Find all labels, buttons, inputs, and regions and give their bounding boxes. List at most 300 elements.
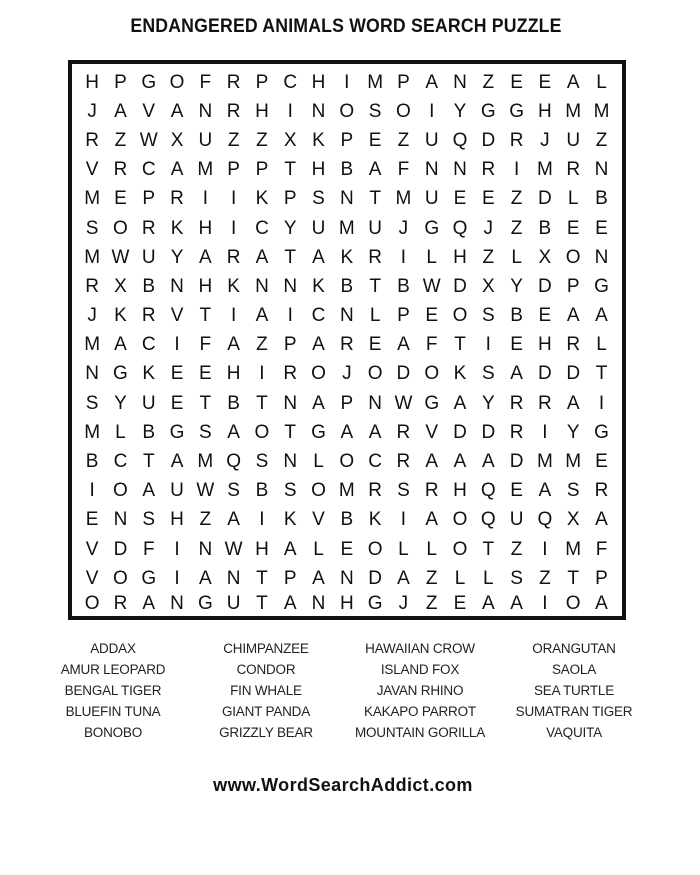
grid-cell[interactable]: K (114, 305, 127, 327)
grid-cell[interactable]: B (595, 188, 608, 210)
grid-cell[interactable]: V (312, 509, 325, 531)
grid-cell[interactable]: Y (510, 275, 523, 297)
grid-cell[interactable]: T (369, 188, 381, 210)
grid-cell[interactable]: U (170, 480, 184, 502)
grid-cell[interactable]: A (312, 334, 325, 356)
grid-cell[interactable]: N (594, 246, 609, 268)
grid-cell[interactable]: U (311, 217, 326, 239)
grid-cell[interactable]: I (542, 593, 548, 615)
grid-cell[interactable]: J (87, 100, 97, 122)
grid-cell[interactable]: I (230, 188, 237, 210)
grid-cell[interactable]: R (85, 275, 100, 297)
grid-cell[interactable]: X (170, 129, 184, 151)
grid-cell[interactable]: A (595, 509, 608, 531)
grid-cell[interactable]: B (255, 480, 269, 502)
grid-cell[interactable]: K (227, 275, 240, 297)
grid-cell[interactable]: X (538, 246, 552, 268)
grid-cell[interactable]: O (311, 363, 326, 385)
grid-cell[interactable]: G (311, 421, 326, 443)
grid-cell[interactable]: P (340, 129, 354, 151)
grid-cell[interactable]: P (114, 71, 127, 93)
grid-cell[interactable]: N (453, 71, 467, 93)
grid-cell[interactable]: D (538, 188, 552, 210)
grid-cell[interactable]: A (481, 593, 495, 615)
grid-cell[interactable]: S (255, 451, 269, 473)
grid-cell[interactable]: E (538, 305, 552, 327)
grid-cell[interactable]: A (227, 509, 240, 531)
grid-cell[interactable]: F (425, 334, 438, 356)
grid-cell[interactable]: B (340, 159, 354, 181)
grid-cell[interactable]: I (429, 100, 435, 122)
grid-cell[interactable]: R (113, 593, 128, 615)
grid-cell[interactable]: X (566, 509, 580, 531)
grid-cell[interactable]: Z (595, 129, 608, 151)
grid-cell[interactable]: I (400, 509, 407, 531)
grid-cell[interactable]: G (113, 363, 128, 385)
grid-cell[interactable]: E (170, 392, 184, 414)
grid-cell[interactable]: K (368, 509, 382, 531)
grid-cell[interactable]: B (340, 509, 354, 531)
grid-cell[interactable]: O (339, 451, 355, 473)
grid-cell[interactable]: W (394, 392, 413, 414)
grid-cell[interactable]: Y (114, 392, 127, 414)
grid-cell[interactable]: Q (226, 451, 242, 473)
grid-cell[interactable]: N (594, 159, 609, 181)
grid-cell[interactable]: D (113, 538, 128, 560)
grid-cell[interactable]: L (426, 538, 437, 560)
grid-cell[interactable]: A (595, 305, 608, 327)
grid-cell[interactable]: S (566, 480, 580, 502)
grid-cell[interactable]: A (170, 159, 184, 181)
grid-cell[interactable]: X (481, 275, 495, 297)
grid-cell[interactable]: N (311, 100, 326, 122)
grid-cell[interactable]: O (424, 363, 440, 385)
grid-cell[interactable]: O (84, 593, 100, 615)
grid-cell[interactable]: C (141, 334, 156, 356)
grid-cell[interactable]: S (283, 480, 297, 502)
grid-cell[interactable]: Q (480, 480, 496, 502)
grid-cell[interactable]: C (368, 451, 382, 473)
grid-cell[interactable]: R (396, 421, 411, 443)
grid-cell[interactable]: F (199, 71, 212, 93)
grid-cell[interactable]: M (338, 217, 355, 239)
grid-cell[interactable]: B (538, 217, 552, 239)
grid-cell[interactable]: G (141, 567, 157, 589)
grid-cell[interactable]: R (538, 392, 552, 414)
grid-cell[interactable]: T (256, 392, 268, 414)
grid-cell[interactable]: N (170, 593, 184, 615)
grid-cell[interactable]: M (565, 451, 582, 473)
grid-cell[interactable]: T (595, 363, 608, 385)
grid-cell[interactable]: N (170, 275, 184, 297)
grid-cell[interactable]: B (142, 275, 156, 297)
grid-cell[interactable]: L (596, 334, 607, 356)
grid-cell[interactable]: A (538, 480, 552, 502)
grid-cell[interactable]: S (397, 480, 410, 502)
grid-cell[interactable]: H (311, 71, 326, 93)
grid-cell[interactable]: S (142, 509, 156, 531)
grid-cell[interactable]: A (255, 305, 269, 327)
grid-cell[interactable]: P (340, 392, 354, 414)
grid-cell[interactable]: G (141, 71, 157, 93)
grid-cell[interactable]: Q (480, 509, 496, 531)
grid-cell[interactable]: O (367, 363, 383, 385)
grid-cell[interactable]: A (397, 334, 410, 356)
grid-cell[interactable]: C (141, 159, 156, 181)
grid-cell[interactable]: K (453, 363, 467, 385)
grid-cell[interactable]: R (509, 129, 524, 151)
grid-cell[interactable]: R (396, 451, 411, 473)
grid-cell[interactable]: B (397, 275, 410, 297)
grid-cell[interactable]: V (85, 538, 99, 560)
grid-cell[interactable]: M (84, 188, 101, 210)
grid-cell[interactable]: M (565, 538, 582, 560)
grid-cell[interactable]: H (255, 538, 269, 560)
grid-cell[interactable]: R (566, 159, 581, 181)
grid-cell[interactable]: R (283, 363, 298, 385)
grid-cell[interactable]: A (227, 334, 240, 356)
grid-cell[interactable]: W (111, 246, 130, 268)
grid-cell[interactable]: F (595, 538, 608, 560)
grid-cell[interactable]: K (312, 275, 325, 297)
grid-cell[interactable]: G (480, 100, 496, 122)
grid-cell[interactable]: X (114, 275, 127, 297)
grid-cell[interactable]: U (566, 129, 581, 151)
grid-cell[interactable]: H (538, 100, 552, 122)
grid-cell[interactable]: R (509, 392, 524, 414)
grid-cell[interactable]: N (226, 567, 241, 589)
grid-cell[interactable]: L (313, 451, 324, 473)
grid-cell[interactable]: D (368, 567, 382, 589)
grid-cell[interactable]: L (398, 538, 409, 560)
grid-cell[interactable]: G (197, 593, 213, 615)
grid-cell[interactable]: E (368, 334, 382, 356)
grid-cell[interactable]: D (453, 421, 467, 443)
grid-cell[interactable]: W (139, 129, 158, 151)
grid-cell[interactable]: N (85, 363, 100, 385)
grid-cell[interactable]: E (510, 480, 523, 502)
grid-cell[interactable]: P (397, 305, 410, 327)
grid-cell[interactable]: I (89, 480, 95, 502)
grid-cell[interactable]: S (481, 305, 495, 327)
grid-cell[interactable]: B (85, 451, 99, 473)
grid-cell[interactable]: J (483, 217, 494, 239)
grid-cell[interactable]: M (84, 334, 101, 356)
grid-cell[interactable]: Z (227, 129, 240, 151)
grid-cell[interactable]: H (453, 246, 467, 268)
grid-cell[interactable]: A (566, 392, 580, 414)
grid-cell[interactable]: L (369, 305, 381, 327)
grid-cell[interactable]: P (283, 567, 297, 589)
grid-cell[interactable]: T (567, 567, 579, 589)
grid-cell[interactable]: H (339, 593, 354, 615)
grid-cell[interactable]: W (422, 275, 441, 297)
grid-cell[interactable]: O (565, 593, 581, 615)
grid-cell[interactable]: U (141, 246, 156, 268)
grid-cell[interactable]: A (340, 421, 354, 443)
grid-cell[interactable]: N (424, 159, 439, 181)
grid-cell[interactable]: N (339, 188, 354, 210)
grid-cell[interactable]: A (312, 392, 325, 414)
grid-cell[interactable]: Z (256, 129, 268, 151)
grid-cell[interactable]: R (141, 305, 156, 327)
grid-cell[interactable]: N (453, 159, 467, 181)
grid-cell[interactable]: I (513, 159, 520, 181)
grid-cell[interactable]: T (454, 334, 466, 356)
grid-cell[interactable]: U (226, 593, 241, 615)
grid-cell[interactable]: H (170, 509, 184, 531)
grid-cell[interactable]: P (283, 334, 297, 356)
grid-cell[interactable]: A (142, 593, 156, 615)
grid-cell[interactable]: I (230, 217, 237, 239)
grid-cell[interactable]: G (424, 217, 440, 239)
grid-cell[interactable]: D (481, 129, 496, 151)
grid-cell[interactable]: M (536, 159, 553, 181)
grid-cell[interactable]: L (511, 246, 522, 268)
grid-cell[interactable]: Y (453, 100, 467, 122)
grid-cell[interactable]: O (113, 567, 128, 589)
grid-cell[interactable]: U (198, 129, 213, 151)
grid-cell[interactable]: S (227, 480, 240, 502)
grid-cell[interactable]: I (174, 567, 180, 589)
grid-cell[interactable]: A (425, 451, 439, 473)
grid-cell[interactable]: T (256, 567, 268, 589)
grid-cell[interactable]: N (339, 567, 354, 589)
grid-cell[interactable]: T (199, 305, 212, 327)
grid-cell[interactable]: Z (425, 593, 438, 615)
grid-cell[interactable]: P (255, 159, 269, 181)
grid-cell[interactable]: S (85, 392, 99, 414)
grid-cell[interactable]: I (230, 305, 237, 327)
grid-cell[interactable]: W (196, 480, 215, 502)
grid-cell[interactable]: J (87, 305, 97, 327)
grid-cell[interactable]: A (425, 71, 439, 93)
grid-cell[interactable]: T (369, 275, 381, 297)
grid-cell[interactable]: G (424, 392, 440, 414)
grid-cell[interactable]: O (254, 421, 270, 443)
grid-cell[interactable]: I (259, 363, 265, 385)
grid-cell[interactable]: T (482, 538, 495, 560)
grid-cell[interactable]: M (536, 451, 553, 473)
grid-cell[interactable]: L (483, 567, 494, 589)
grid-cell[interactable]: G (594, 421, 609, 443)
grid-cell[interactable]: F (199, 334, 212, 356)
grid-cell[interactable]: H (538, 334, 552, 356)
grid-cell[interactable]: U (509, 509, 524, 531)
grid-cell[interactable]: E (198, 363, 212, 385)
grid-cell[interactable]: N (198, 538, 213, 560)
grid-cell[interactable]: Z (114, 129, 127, 151)
grid-cell[interactable]: N (113, 509, 128, 531)
grid-cell[interactable]: O (396, 100, 411, 122)
grid-cell[interactable]: W (224, 538, 243, 560)
grid-cell[interactable]: A (368, 159, 382, 181)
grid-cell[interactable]: E (538, 71, 552, 93)
grid-cell[interactable]: A (312, 567, 325, 589)
grid-cell[interactable]: J (342, 363, 352, 385)
grid-cell[interactable]: Q (537, 509, 553, 531)
grid-cell[interactable]: V (85, 159, 99, 181)
grid-cell[interactable]: M (197, 159, 214, 181)
grid-cell[interactable]: O (452, 509, 468, 531)
grid-cell[interactable]: O (113, 480, 128, 502)
grid-cell[interactable]: E (425, 305, 439, 327)
grid-cell[interactable]: P (595, 567, 608, 589)
grid-cell[interactable]: I (174, 334, 180, 356)
grid-cell[interactable]: A (397, 567, 410, 589)
grid-cell[interactable]: A (170, 100, 184, 122)
grid-cell[interactable]: S (510, 567, 523, 589)
grid-cell[interactable]: X (283, 129, 297, 151)
grid-cell[interactable]: J (398, 217, 409, 239)
grid-cell[interactable]: O (367, 538, 383, 560)
grid-cell[interactable]: R (509, 421, 524, 443)
grid-cell[interactable]: T (199, 392, 212, 414)
grid-cell[interactable]: P (142, 188, 156, 210)
grid-cell[interactable]: D (481, 421, 496, 443)
grid-cell[interactable]: A (510, 363, 523, 385)
grid-cell[interactable]: E (85, 509, 99, 531)
grid-cell[interactable]: U (424, 188, 439, 210)
grid-cell[interactable]: O (113, 217, 128, 239)
grid-cell[interactable]: A (566, 305, 580, 327)
grid-cell[interactable]: U (368, 217, 382, 239)
grid-cell[interactable]: A (453, 392, 467, 414)
grid-cell[interactable]: I (542, 421, 548, 443)
grid-cell[interactable]: O (452, 538, 468, 560)
grid-cell[interactable]: J (398, 593, 409, 615)
grid-cell[interactable]: M (84, 246, 101, 268)
grid-cell[interactable]: P (283, 188, 297, 210)
grid-cell[interactable]: M (84, 421, 101, 443)
grid-cell[interactable]: F (142, 538, 155, 560)
grid-cell[interactable]: D (538, 275, 552, 297)
grid-cell[interactable]: E (595, 217, 608, 239)
grid-cell[interactable]: A (198, 567, 212, 589)
grid-cell[interactable]: A (283, 593, 297, 615)
grid-cell[interactable]: O (452, 305, 468, 327)
grid-cell[interactable]: D (396, 363, 411, 385)
grid-cell[interactable]: U (141, 392, 156, 414)
grid-cell[interactable]: K (255, 188, 269, 210)
grid-cell[interactable]: V (142, 100, 156, 122)
grid-cell[interactable]: A (114, 100, 127, 122)
grid-cell[interactable]: A (510, 593, 523, 615)
grid-cell[interactable]: T (256, 593, 268, 615)
grid-cell[interactable]: N (311, 593, 326, 615)
grid-cell[interactable]: O (311, 480, 326, 502)
grid-cell[interactable]: I (287, 100, 293, 122)
grid-cell[interactable]: Z (425, 567, 438, 589)
grid-cell[interactable]: Z (482, 71, 495, 93)
grid-cell[interactable]: V (85, 567, 99, 589)
grid-cell[interactable]: R (368, 480, 382, 502)
grid-cell[interactable]: R (594, 480, 609, 502)
grid-cell[interactable]: B (227, 392, 240, 414)
grid-cell[interactable]: F (397, 159, 410, 181)
grid-cell[interactable]: R (424, 480, 439, 502)
grid-cell[interactable]: Z (199, 509, 212, 531)
grid-cell[interactable]: R (368, 246, 382, 268)
grid-cell[interactable]: E (340, 538, 354, 560)
grid-cell[interactable]: R (141, 217, 156, 239)
grid-cell[interactable]: M (565, 100, 582, 122)
grid-cell[interactable]: A (368, 421, 382, 443)
grid-cell[interactable]: L (567, 188, 579, 210)
grid-cell[interactable]: C (113, 451, 128, 473)
grid-cell[interactable]: L (426, 246, 437, 268)
grid-cell[interactable]: Y (170, 246, 184, 268)
grid-cell[interactable]: I (485, 334, 491, 356)
grid-cell[interactable]: Z (539, 567, 551, 589)
grid-cell[interactable]: R (113, 159, 128, 181)
grid-cell[interactable]: H (453, 480, 467, 502)
grid-cell[interactable]: E (453, 188, 467, 210)
grid-cell[interactable]: R (566, 334, 581, 356)
grid-cell[interactable]: H (85, 71, 100, 93)
grid-cell[interactable]: B (510, 305, 523, 327)
grid-cell[interactable]: G (169, 421, 185, 443)
grid-cell[interactable]: B (142, 421, 156, 443)
grid-cell[interactable]: R (481, 159, 496, 181)
grid-cell[interactable]: S (368, 100, 382, 122)
grid-cell[interactable]: A (255, 246, 269, 268)
grid-cell[interactable]: B (340, 275, 354, 297)
grid-cell[interactable]: C (283, 71, 298, 93)
grid-cell[interactable]: Z (482, 246, 495, 268)
grid-cell[interactable]: S (481, 363, 495, 385)
grid-cell[interactable]: Y (481, 392, 495, 414)
grid-cell[interactable]: E (114, 188, 127, 210)
grid-cell[interactable]: S (198, 421, 212, 443)
grid-cell[interactable]: E (510, 334, 523, 356)
grid-cell[interactable]: N (339, 305, 354, 327)
grid-cell[interactable]: H (198, 217, 213, 239)
grid-cell[interactable]: E (595, 451, 608, 473)
grid-cell[interactable]: L (596, 71, 607, 93)
grid-cell[interactable]: Q (452, 129, 468, 151)
grid-cell[interactable]: R (226, 246, 241, 268)
grid-cell[interactable]: N (198, 100, 213, 122)
grid-cell[interactable]: K (340, 246, 354, 268)
grid-cell[interactable]: R (170, 188, 184, 210)
grid-cell[interactable]: M (395, 188, 412, 210)
grid-cell[interactable]: E (481, 188, 495, 210)
grid-cell[interactable]: G (594, 275, 609, 297)
grid-cell[interactable]: Z (510, 538, 523, 560)
grid-cell[interactable]: R (226, 71, 241, 93)
grid-cell[interactable]: G (367, 593, 383, 615)
grid-cell[interactable]: I (202, 188, 208, 210)
grid-cell[interactable]: S (85, 217, 99, 239)
grid-cell[interactable]: I (344, 71, 350, 93)
grid-cell[interactable]: E (368, 129, 382, 151)
grid-cell[interactable]: L (115, 421, 126, 443)
grid-cell[interactable]: A (227, 421, 240, 443)
grid-cell[interactable]: A (198, 246, 212, 268)
grid-cell[interactable]: H (255, 100, 269, 122)
grid-cell[interactable]: H (198, 275, 213, 297)
grid-cell[interactable]: D (453, 275, 467, 297)
grid-cell[interactable]: A (142, 480, 156, 502)
grid-cell[interactable]: Q (452, 217, 468, 239)
grid-cell[interactable]: C (311, 305, 326, 327)
grid-cell[interactable]: D (538, 363, 552, 385)
grid-cell[interactable]: P (255, 71, 269, 93)
grid-cell[interactable]: L (313, 538, 324, 560)
grid-cell[interactable]: L (454, 567, 466, 589)
grid-cell[interactable]: N (283, 451, 298, 473)
